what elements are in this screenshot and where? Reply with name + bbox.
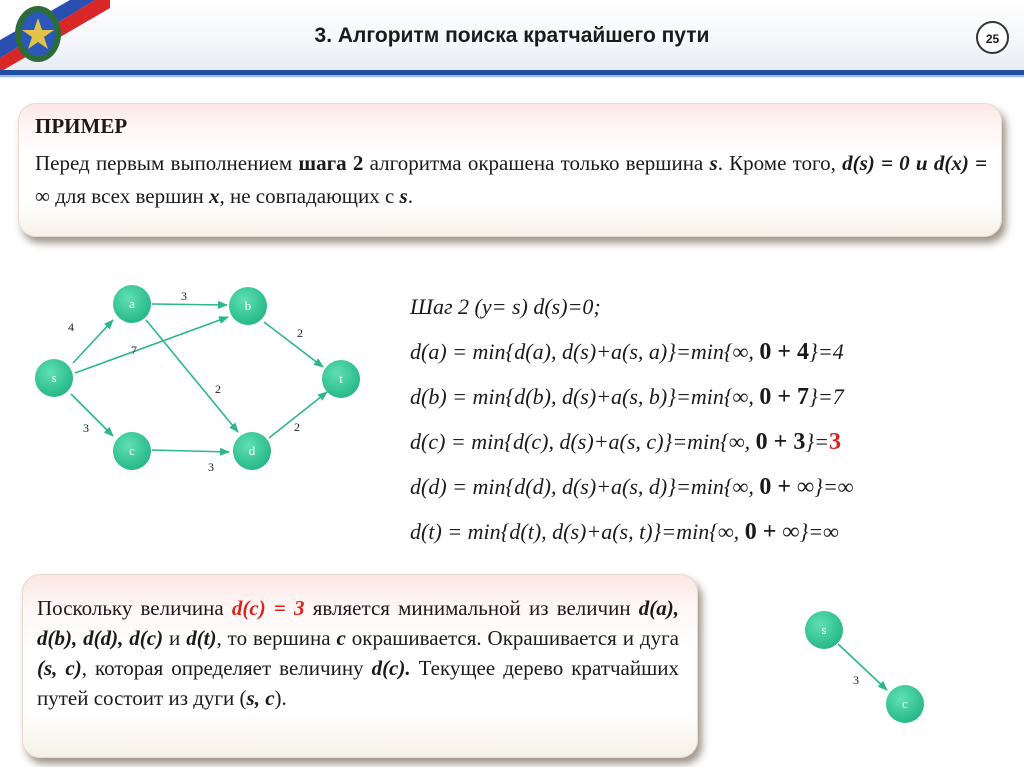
page-number-badge: 25	[976, 21, 1009, 54]
weight-a-d: 2	[215, 382, 221, 396]
svg-text:d: d	[248, 443, 256, 458]
weight-b-t: 2	[297, 326, 303, 340]
formula-step: Шаг 2 (y= s) d(s)=0;	[410, 294, 601, 319]
page-title: 3. Алгоритм поиска кратчайшего пути	[314, 24, 710, 47]
conclusion-box	[22, 574, 698, 758]
tree-node-c	[886, 685, 924, 723]
weight-s-b: 7	[131, 343, 137, 357]
formula-block	[410, 284, 1010, 554]
formula-d-d: d(d) = min{d(d), d(s)+a(s, d)}=min{∞, 0 + ∞}=∞	[410, 474, 854, 500]
tree-edge-s-c	[838, 644, 887, 690]
weight-a-b: 3	[181, 289, 187, 303]
weight-c-d: 3	[208, 460, 214, 474]
svg-text:c: c	[902, 696, 908, 711]
edge-s-c	[71, 394, 113, 436]
svg-text:c: c	[129, 443, 135, 458]
weight-s-a: 4	[68, 320, 74, 334]
tree-node-s	[805, 611, 843, 649]
formula-d-b: d(b) = min{d(b), d(s)+a(s, b)}=min{∞, 0 + 7}=7	[410, 384, 844, 410]
edge-b-t	[264, 322, 323, 367]
formula-d-c: d(c) = min{d(c), d(s)+a(s, c)}=min{∞, 0 + 3}=3	[410, 429, 841, 455]
edge-s-a	[73, 320, 113, 363]
node-c	[113, 432, 151, 470]
edge-s-b	[75, 317, 228, 373]
edge-a-b	[152, 304, 227, 305]
node-a	[113, 285, 151, 323]
node-b	[229, 287, 267, 325]
conclusion-text: Поскольку величина d(c) = 3 является минимальной из величин d(a), d(b), d(d), d(c) и d(t), то вершина c окрашивается. Окрашивается и дуга (s, c), которая определяет величину d(c). Текущее дерево кратчайших путей состоит из дуги (s, c).	[37, 596, 680, 710]
formula-d-t: d(t) = min{d(t), d(s)+a(s, t)}=min{∞, 0 + ∞}=∞	[410, 519, 839, 545]
svg-text:a: a	[129, 296, 135, 311]
example-heading: ПРИМЕР	[35, 114, 128, 138]
svg-text:b: b	[244, 298, 252, 313]
tree-weight: 3	[853, 673, 859, 687]
edge-a-d	[146, 320, 238, 432]
svg-text:t: t	[339, 371, 343, 386]
weight-s-c: 3	[83, 421, 89, 435]
node-s	[35, 359, 73, 397]
weight-d-t: 2	[294, 420, 300, 434]
edge-c-d	[152, 450, 229, 452]
node-d	[233, 432, 271, 470]
svg-text:s: s	[821, 622, 827, 637]
formula-d-a: d(a) = min{d(a), d(s)+a(s, a)}=min{∞, 0 + 4}=4	[410, 339, 844, 365]
example-text: Перед первым выполнением шага 2 алгоритма окрашена только вершина s. Кроме того, d(s) = 0 и d(x) = ∞ для всех вершин x, не совпадающих с s.	[35, 151, 988, 208]
tree-diagram	[805, 611, 924, 723]
node-t	[322, 360, 360, 398]
svg-text:s: s	[51, 370, 57, 385]
